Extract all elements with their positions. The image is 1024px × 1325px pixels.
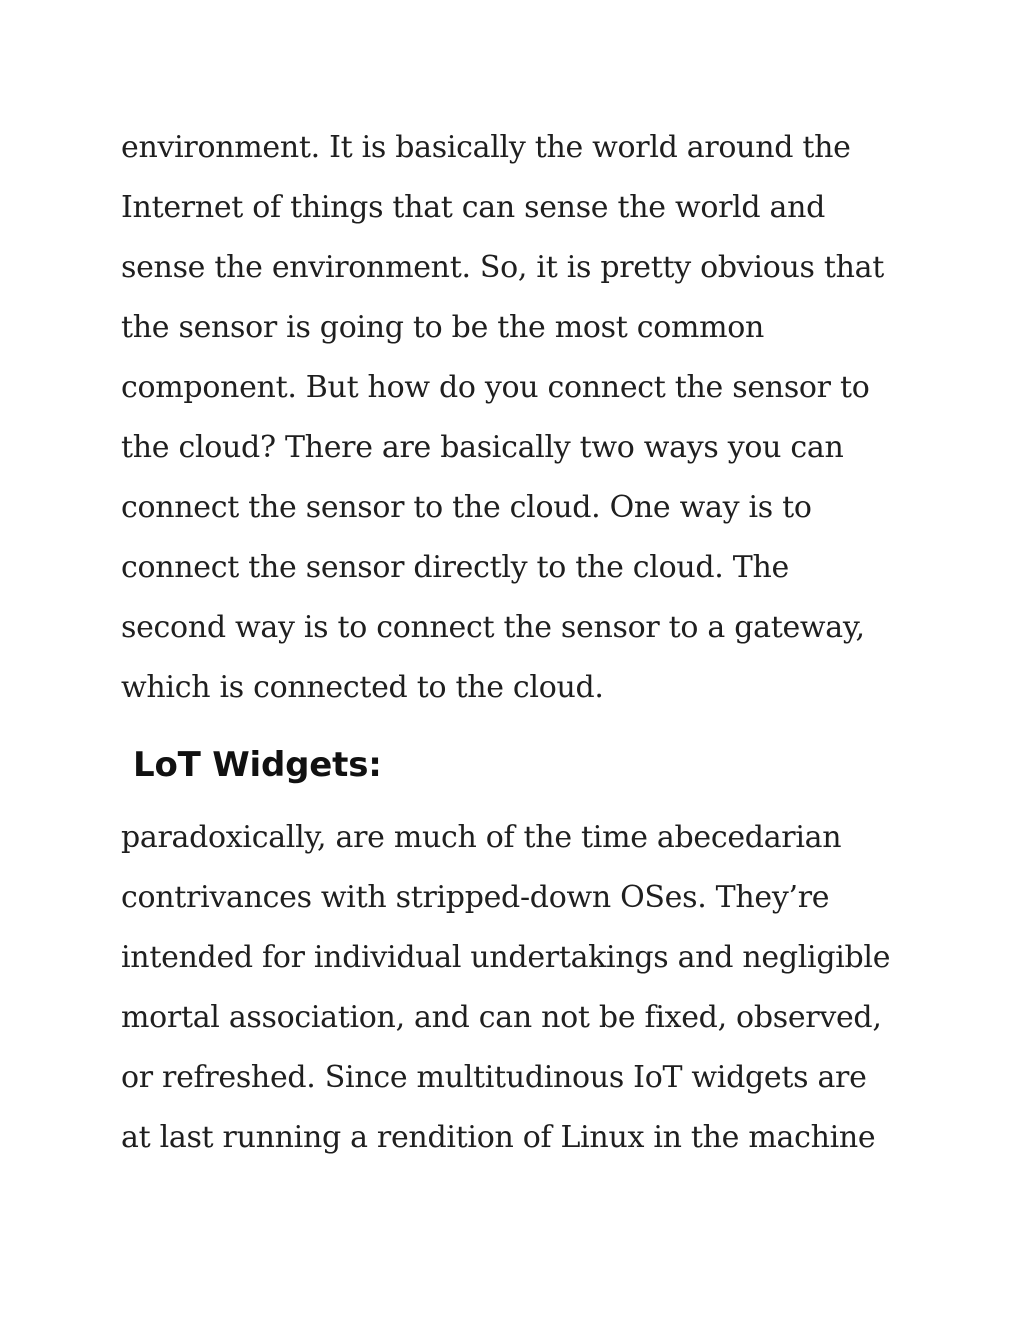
paragraph-line: component. But how do you connect the sensor to — [121, 370, 870, 405]
paragraph-line: the sensor is going to be the most common — [121, 310, 765, 345]
document-page — [121, 118, 921, 1168]
paragraph-line: Internet of things that can sense the world and — [121, 190, 826, 225]
paragraph-line: at last running a rendition of Linux in the machine — [121, 1120, 876, 1155]
paragraph-line: second way is to connect the sensor to a gateway, — [121, 610, 865, 645]
paragraph-line: connect the sensor directly to the cloud. The — [121, 550, 789, 585]
intro-paragraph — [121, 118, 921, 718]
paragraph-line: the cloud? There are basically two ways you can — [121, 430, 844, 465]
paragraph-line: or refreshed. Since multitudinous IoT widgets are — [121, 1060, 867, 1095]
paragraph-line: sense the environment. So, it is pretty obvious that — [121, 250, 884, 285]
section-heading: LoT Widgets: — [133, 745, 382, 785]
paragraph-line: mortal association, and can not be fixed, observed, — [121, 1000, 882, 1035]
paragraph-line: contrivances with stripped-down OSes. They’re — [121, 880, 830, 915]
paragraph-line: which is connected to the cloud. — [121, 670, 604, 705]
paragraph-line: intended for individual undertakings and negligible — [121, 940, 891, 975]
paragraph-line: paradoxically, are much of the time abecedarian — [121, 820, 842, 855]
paragraph-line: environment. It is basically the world around the — [121, 130, 851, 165]
section-paragraph — [121, 808, 921, 1168]
paragraph-line: connect the sensor to the cloud. One way is to — [121, 490, 812, 525]
